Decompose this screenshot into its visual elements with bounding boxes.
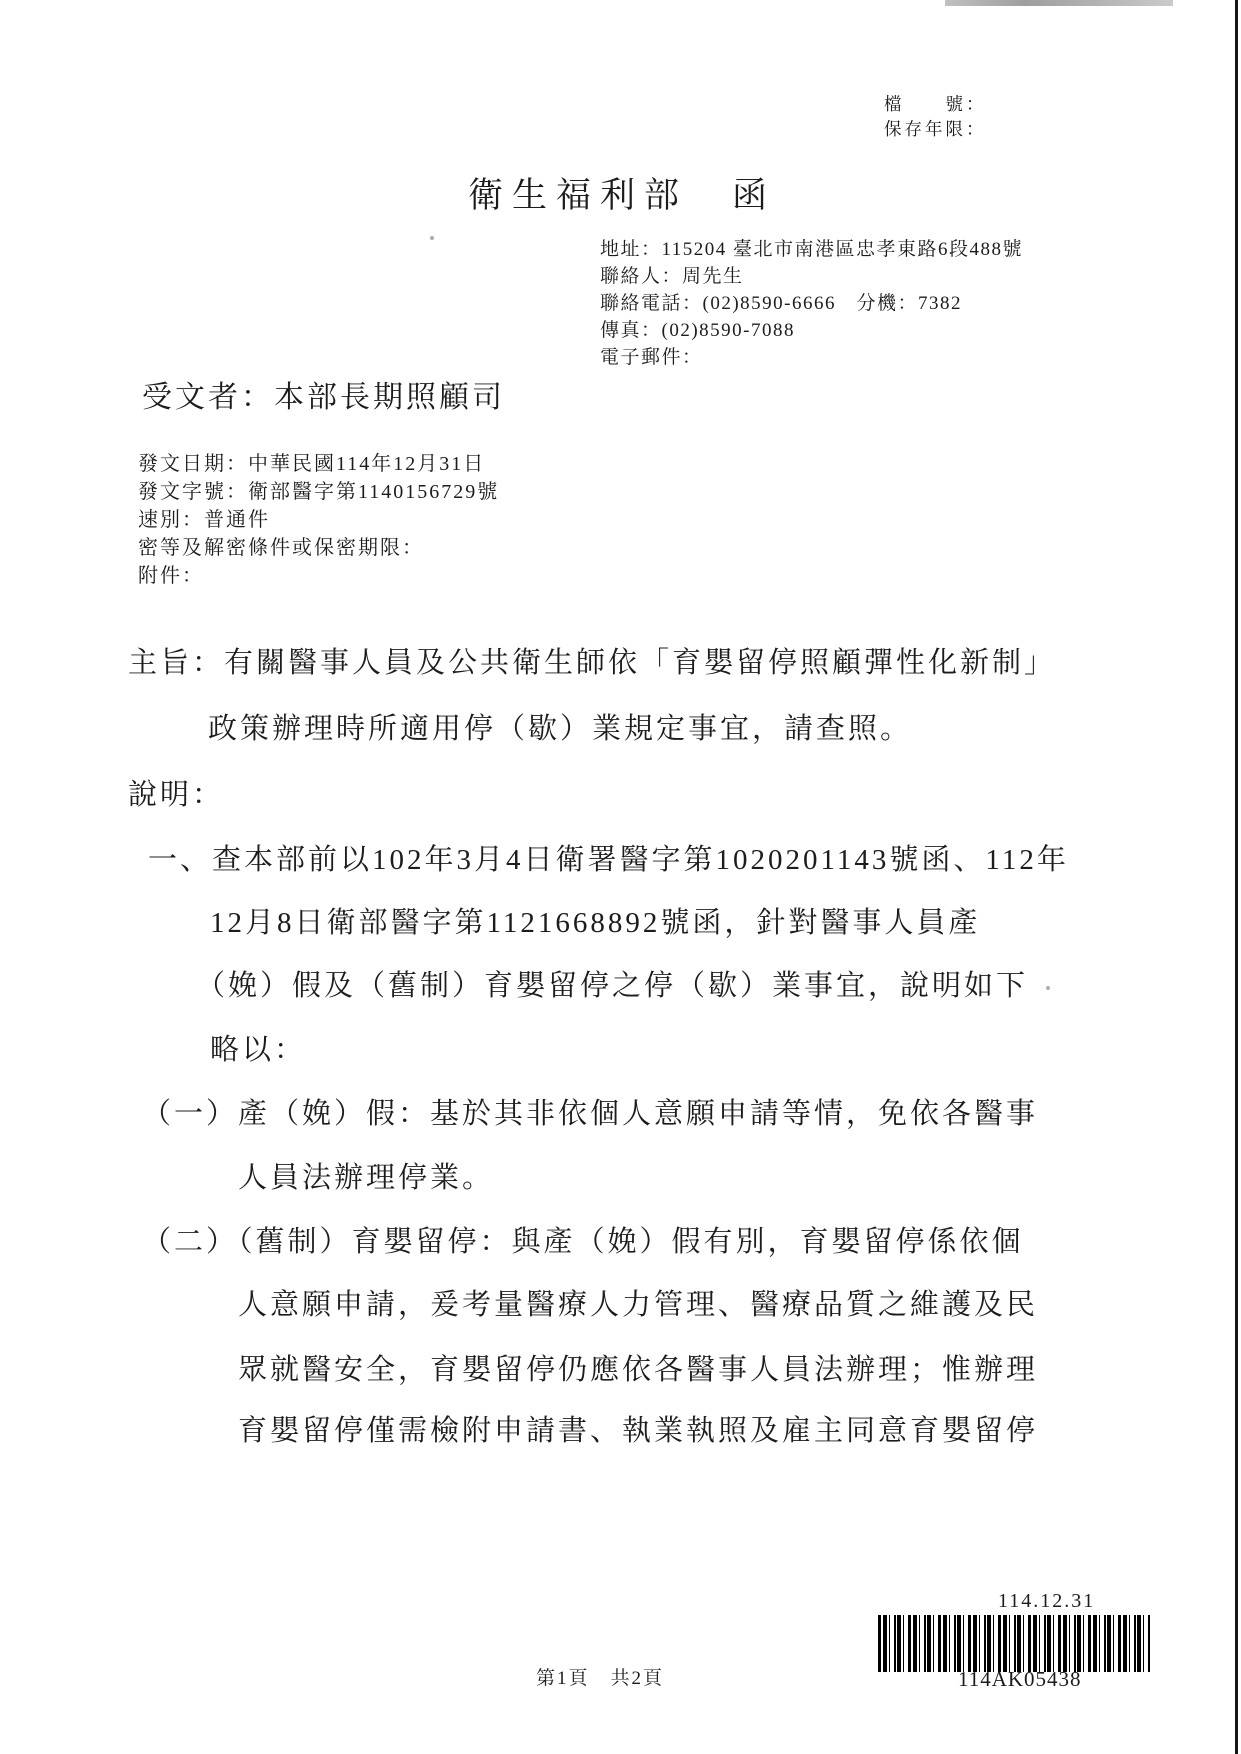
document-title: 衛生福利部 函 (468, 176, 777, 215)
sender-email: 電子郵件： (600, 347, 703, 368)
priority: 速別：普通件 (138, 509, 270, 531)
explanation-heading: 說明： (128, 779, 225, 811)
item1-sub1-line-2: 人員法辦理停業。 (238, 1162, 495, 1194)
item1-sub2-line-3: 眾就醫安全，育嬰留停仍應依各醫事人員法辦理；惟辦理 (238, 1354, 1039, 1386)
attachment: 附件： (138, 565, 204, 587)
item1-line-2: 12月8日衛部醫字第1121668892號函，針對醫事人員產 (210, 907, 981, 939)
doc-number: 發文字號：衛部醫字第1140156729號 (138, 481, 500, 503)
sender-info-block (600, 236, 1023, 371)
item1-sub2-line-4: 育嬰留停僅需檢附申請書、執業執照及雇主同意育嬰留停 (238, 1415, 1039, 1447)
subject-line-2: 政策辦理時所適用停（歇）業規定事宜，請查照。 (208, 713, 913, 745)
scan-edge-line (1235, 0, 1238, 1754)
filing-block (884, 92, 987, 142)
recipient-line: 受文者：本部長期照顧司 (142, 381, 505, 414)
page-number: 第1頁 共2頁 (536, 1668, 665, 1689)
item1-sub1-line-1: （一）產（娩）假：基於其非依個人意願申請等情，免依各醫事 (142, 1098, 1039, 1130)
sender-fax: 傳真：(02)8590-7088 (600, 320, 795, 341)
item1-line-4: 略以： (210, 1034, 307, 1066)
file-number-label: 檔 號： (884, 94, 987, 114)
security-level: 密等及解密條件或保密期限： (138, 537, 424, 559)
item1-line-1: 一、查本部前以102年3月4日衛署醫字第1020201143號函、112年 (148, 844, 1069, 876)
barcode-number: 114AK05438 (958, 1667, 1082, 1691)
scan-speckle (430, 236, 434, 240)
item1-sub2-line-1: （二）（舊制）育嬰留停：與產（娩）假有別，育嬰留停係依個 (142, 1226, 1024, 1258)
scan-smudge (945, 0, 1173, 6)
sender-contact-person: 聯絡人：周先生 (600, 266, 744, 287)
item1-line-3: （娩）假及（舊制）育嬰留停之停（歇）業事宜，說明如下 (196, 970, 1029, 1002)
sender-phone: 聯絡電話：(02)8590-6666 分機：7382 (600, 293, 962, 314)
subject-line-1: 主旨：有關醫事人員及公共衛生師依「育嬰留停照顧彈性化新制」 (128, 647, 1057, 679)
barcode (878, 1615, 1150, 1672)
retention-period-label: 保存年限： (884, 119, 987, 139)
meta-block (138, 450, 499, 590)
scan-speckle (1046, 986, 1050, 990)
sender-address: 地址：115204 臺北市南港區忠孝東路6段488號 (600, 239, 1024, 260)
issue-date: 發文日期：中華民國114年12月31日 (138, 453, 486, 475)
stamp-date: 114.12.31 (998, 1590, 1096, 1612)
item1-sub2-line-2: 人意願申請，爰考量醫療人力管理、醫療品質之維護及民 (238, 1289, 1039, 1321)
